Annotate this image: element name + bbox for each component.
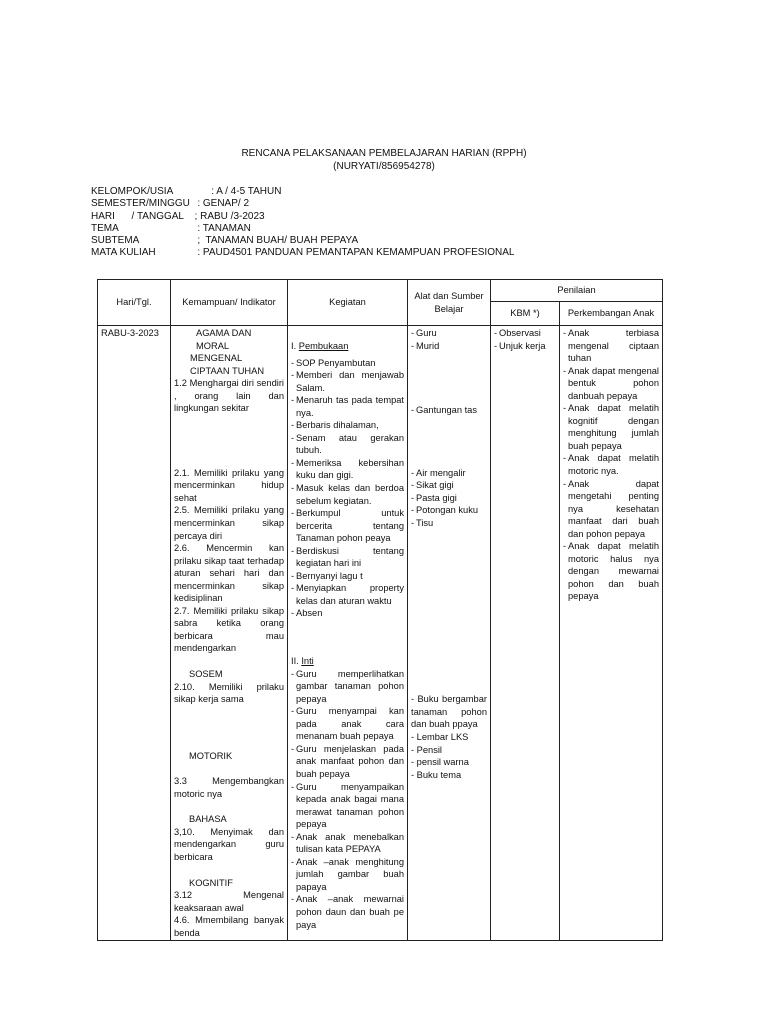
- info-value: : PAUD4501 PANDUAN PEMANTAPAN KEMAMPUAN PROFESIONAL: [189, 247, 515, 259]
- info-value: ; TANAMAN BUAH/ BUAH PEPAYA: [189, 235, 359, 247]
- motorik-title: MOTORIK: [189, 750, 233, 761]
- alat-item: - Air mengalir: [411, 467, 487, 480]
- perkembangan-text: Anak dapat melatih motoric halus nya dengan mewarnai pohon dan buah pepaya: [568, 541, 659, 602]
- header-hari: Hari/Tgl.: [98, 280, 171, 326]
- kegiatan-text: Menyiapkan property kelas dan aturan waktu: [296, 583, 404, 606]
- alat-item: - Tisu: [411, 517, 487, 530]
- cell-hari: [98, 326, 171, 941]
- info-value: : A / 4-5 TAHUN: [189, 186, 282, 197]
- kegiatan-item: - Guru memperlihatkan gambar tanaman pohon pepaya: [291, 668, 404, 704]
- kegiatan-item: - Berbaris dihalaman,: [291, 419, 404, 432]
- perkembangan-item: - Anak dapat mengenal bentuk pohon danbuah pepaya: [563, 365, 659, 401]
- sosem-title: SOSEM: [189, 669, 223, 680]
- perkembangan-item: - Anak dapat melatih kognitif dengan menghitung jumlah buah pepaya: [563, 403, 659, 451]
- kegiatan-text: Bernyanyi lagu t: [296, 570, 363, 581]
- perkembangan-text: Anak dapat melatih motoric nya.: [568, 453, 659, 477]
- kbm-text: Observasi: [499, 328, 541, 338]
- alat-buku-bergambar: - Buku bergambar tanaman pohon dan buah ppaya: [411, 694, 487, 730]
- kegiatan-item: - Menyiapkan property kelas dan aturan waktu: [291, 583, 404, 606]
- kegiatan-text: Guru menyampai kan pada anak cara menanam buah pepaya: [296, 706, 404, 742]
- info-key: SEMESTER/MINGGU: [91, 198, 190, 210]
- info-key: KELOMPOK/USIA: [91, 186, 174, 197]
- alat-text: - pensil warna: [411, 757, 469, 768]
- alat-text: - Buku tema: [411, 769, 462, 780]
- kegiatan-item: - Anak anak menebalkan tulisan kata PEPAYA: [291, 831, 404, 855]
- alat-item: - Sikat gigi: [411, 479, 487, 492]
- cell-kbm: [491, 326, 560, 941]
- alat-text: Potongan kuku: [416, 505, 479, 516]
- indicator-2-10: 2.10. Memiliki prilaku sikap kerja sama: [174, 681, 284, 705]
- info-row: [91, 235, 514, 247]
- info-row: [91, 223, 514, 235]
- alat-text: - Lembar LKS: [411, 732, 469, 743]
- indicator-4-6: 4.6. Mmembilang banyak benda: [174, 915, 284, 938]
- info-value: : TANAMAN: [189, 222, 251, 234]
- indicator-2-5: 2.5. Memiliki prilaku yang mencerminkan sikap percaya diri: [174, 505, 284, 541]
- kegiatan-item: - Bernyanyi lagu t: [291, 570, 404, 583]
- header-perkembangan: Perkembangan Anak: [560, 302, 663, 326]
- kegiatan-text: Guru menjelaskan pada anak manfaat pohon dan buah pepaya: [296, 743, 404, 779]
- kegiatan-text: Senam atau gerakan tubuh.: [296, 432, 404, 456]
- alat-item: - Potongan kuku: [411, 504, 487, 517]
- section-pembukaan: [291, 340, 404, 353]
- kegiatan-text: Menaruh tas pada tempat nya.: [296, 395, 404, 418]
- alat-text: Pasta gigi: [416, 492, 457, 503]
- info-row: [91, 211, 514, 223]
- alat-item: - Gantungan tas: [411, 404, 487, 417]
- kognitif-title: KOGNITIF: [189, 877, 233, 888]
- info-value: : GENAP/ 2: [189, 198, 250, 210]
- kegiatan-item: - Menaruh tas pada tempat nya.: [291, 395, 404, 418]
- perkembangan-item: - Anak dapat melatih motoric halus nya dengan mewarnai pohon dan buah pepaya: [563, 541, 659, 602]
- kegiatan-text: Anak –anak menghitung jumlah gambar buah papaya: [296, 856, 404, 892]
- alat-item: - Pasta gigi: [411, 492, 487, 505]
- kegiatan-text: Anak –anak mewarnai pohon daun dan buah pe paya: [296, 894, 404, 930]
- header-kbm: KBM *): [491, 302, 560, 326]
- document-title: RENCANA PELAKSANAAN PEMBELAJARAN HARIAN (RPPH): [241, 148, 527, 159]
- kegiatan-text: Guru menyampaikan kepada anak bagai mana merawat tanaman pohon pepaya: [296, 781, 404, 830]
- kegiatan-text: Absen: [296, 608, 323, 619]
- kegiatan-text: Masuk kelas dan berdoa sebelum kegiatan.: [296, 483, 404, 506]
- header-kemampuan: Kemampuan/ Indikator: [171, 280, 288, 326]
- kegiatan-item: - Berkumpul untuk bercerita tentang Tanaman pohon peaya: [291, 508, 404, 544]
- kegiatan-item: - Memberi dan menjawab Salam.: [291, 370, 404, 393]
- info-row: [91, 247, 514, 259]
- kegiatan-item: - Senam atau gerakan tubuh.: [291, 432, 404, 456]
- kegiatan-item: - Masuk kelas dan berdoa sebelum kegiatan.: [291, 483, 404, 506]
- info-value: ; RABU /3-2023: [189, 210, 265, 222]
- info-key: MATA KULIAH: [91, 247, 156, 259]
- indicator-2-7: 2.7. Memiliki prilaku sikap sabra ketika orang berbicara mau mendengarkan: [174, 605, 284, 654]
- info-key: HARI / TANGGAL: [91, 210, 184, 222]
- perkembangan-item: - Anak terbiasa mengenal ciptaan tuhan: [563, 328, 659, 364]
- cell-kegiatan: [288, 326, 408, 941]
- perkembangan-item: - Anak dapat melatih motoric nya.: [563, 453, 659, 477]
- kegiatan-item: - Absen: [291, 607, 404, 620]
- info-key: TEMA: [91, 222, 119, 234]
- kegiatan-text: Memeriksa kebersihan kuku dan gigi.: [296, 457, 404, 481]
- kegiatan-item: - Guru menyampai kan pada anak cara menanam buah pepaya: [291, 706, 404, 742]
- indicator-3-3: 3.3 Mengembangkan motoric nya: [174, 776, 284, 799]
- kegiatan-text: Berkumpul untuk bercerita tentang Tanaman pohon peaya: [296, 508, 404, 544]
- kegiatan-text: Berdiskusi tentang kegiatan hari ini: [296, 545, 404, 569]
- alat-text: - Pensil: [411, 744, 443, 755]
- alat-item: - Murid: [411, 340, 487, 353]
- header-penilaian: Penilaian: [491, 280, 663, 302]
- section-inti: [291, 655, 404, 668]
- indicator-2-6: 2.6. Mencermin kan prilaku sikap taat terhadap aturan sehari hari dan mencerminkan sikap kedisiplinan: [174, 543, 284, 604]
- alat-item: - Guru: [411, 327, 487, 340]
- alat-text: Sikat gigi: [416, 480, 454, 491]
- info-row: [91, 198, 514, 210]
- kegiatan-item: - SOP Penyambutan: [291, 357, 404, 370]
- info-row: [91, 186, 514, 198]
- cell-perkembangan: [560, 326, 663, 941]
- kegiatan-item: - Anak –anak menghitung jumlah gambar buah papaya: [291, 856, 404, 892]
- kbm-item: - Observasi: [494, 327, 556, 340]
- kegiatan-item: - Memeriksa kebersihan kuku dan gigi.: [291, 457, 404, 481]
- kbm-item: - Unjuk kerja: [494, 340, 556, 353]
- alat-text: Murid: [416, 340, 440, 351]
- alat-text: Gantungan tas: [416, 405, 477, 416]
- kbm-text: Unjuk kerja: [499, 340, 546, 351]
- kegiatan-item: - Anak –anak mewarnai pohon daun dan buah pe paya: [291, 894, 404, 930]
- perkembangan-text: Anak dapat mengenal bentuk pohon danbuah pepaya: [568, 365, 659, 401]
- bahasa-title: BAHASA: [189, 814, 227, 825]
- hari-value: RABU-3-2023: [101, 328, 159, 338]
- document-header: [0, 147, 768, 173]
- alat-text: Guru: [416, 328, 437, 338]
- perkembangan-text: Anak terbiasa mengenal ciptaan tuhan: [568, 328, 659, 364]
- perkembangan-item: - Anak dapat mengetahi penting nya kesehatan manfaat dari buah dan pohon pepaya: [563, 478, 659, 539]
- kegiatan-text: Guru memperlihatkan gambar tanaman pohon pepaya: [296, 668, 404, 704]
- agama-sub: MENGENAL CIPTAAN TUHAN: [190, 353, 265, 376]
- kegiatan-text: Memberi dan menjawab Salam.: [296, 370, 404, 393]
- cell-alat: [408, 326, 491, 941]
- document-subtitle: (NURYATI/856954278): [333, 161, 435, 172]
- indicator-3-10: 3,10. Menyimak dan mendengarkan guru berbicara: [174, 826, 284, 862]
- rpph-table: [97, 279, 663, 941]
- indicator-2-1: 2.1. Memiliki prilaku yang mencerminkan hidup sehat: [174, 467, 284, 503]
- perkembangan-text: Anak dapat melatih kognitif dengan menghitung jumlah buah pepaya: [568, 403, 659, 451]
- cell-kemampuan: [171, 326, 288, 941]
- indicator-1-2: 1.2 Menghargai diri sendiri , orang lain dan lingkungan sekitar: [174, 378, 284, 414]
- header-kegiatan: Kegiatan: [288, 280, 408, 326]
- kegiatan-item: - Guru menyampaikan kepada anak bagai mana merawat tanaman pohon pepaya: [291, 781, 404, 830]
- header-alat: Alat dan Sumber Belajar: [408, 280, 491, 326]
- indicator-3-12: 3.12 Mengenal keaksaraan awal: [174, 890, 284, 913]
- agama-title: AGAMA DAN MORAL: [196, 328, 252, 351]
- kegiatan-item: - Berdiskusi tentang kegiatan hari ini: [291, 545, 404, 569]
- kegiatan-text: SOP Penyambutan: [296, 357, 376, 368]
- info-key: SUBTEMA: [91, 235, 140, 247]
- alat-text: Air mengalir: [416, 467, 466, 478]
- kegiatan-text: Berbaris dihalaman,: [296, 420, 379, 431]
- kegiatan-item: - Guru menjelaskan pada anak manfaat pohon dan buah pepaya: [291, 743, 404, 779]
- kegiatan-text: Anak anak menebalkan tulisan kata PEPAYA: [296, 831, 404, 855]
- alat-text: Tisu: [416, 517, 434, 528]
- perkembangan-text: Anak dapat mengetahi penting nya kesehatan manfaat dari buah dan pohon pepaya: [568, 478, 659, 539]
- section-inti-label: II. Inti: [291, 656, 314, 667]
- section-pembukaan-label: I. Pembukaan: [291, 341, 349, 351]
- identity-block: [91, 186, 514, 260]
